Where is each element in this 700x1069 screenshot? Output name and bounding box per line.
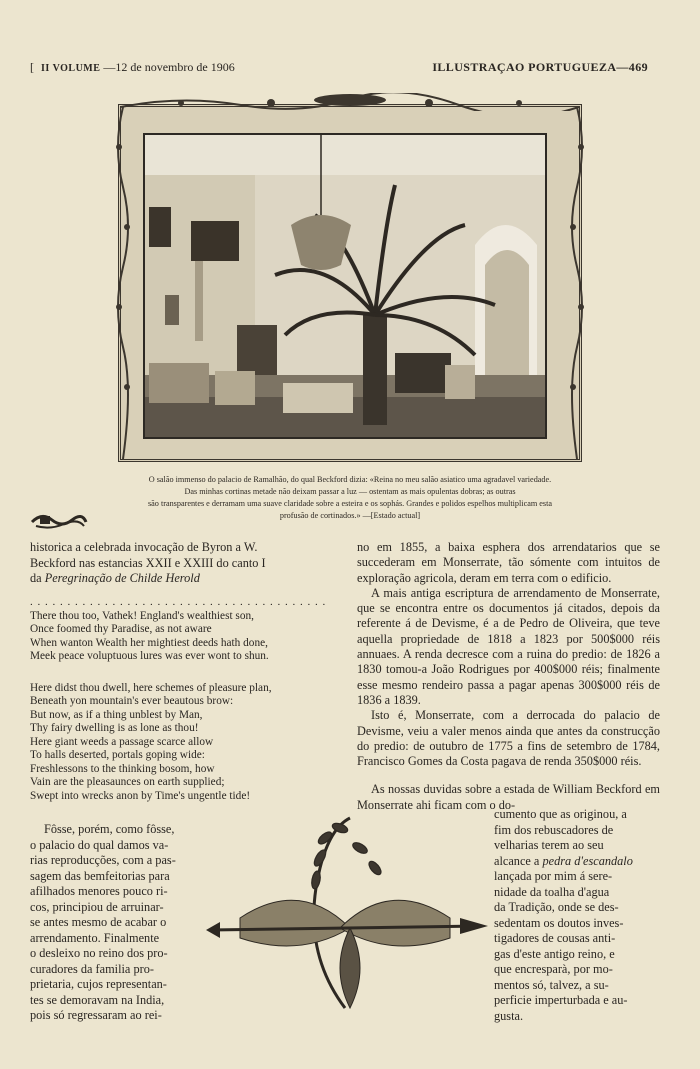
poem-title: Peregrinação de Childe Herold	[44, 571, 200, 585]
text-line: o palacio do qual damos va-	[30, 837, 169, 852]
text-line: rias reproducções, com a pas-	[30, 853, 176, 867]
verse-line: Here giant weeds a passage scarce allow	[30, 735, 214, 748]
left-narrow-paragraph	[30, 822, 200, 1024]
text-line: fim dos rebuscadores de	[494, 822, 614, 837]
right-column	[357, 540, 660, 769]
paragraph: A mais antiga escriptura de arrendamento de Monserrate, que se encontra entre os documentos já citados, depois da referente á de Devisme, é a de Pedro de Oliveira, que teve aquella propriedade de 1818 a 1823 por 500$000 réis annuaes. A renda decresce com a ruina do predio: de 1826 a 1830 tomou-a João Rodrigues por 400$000 réis; finalmente esse mesmo rendeiro passa a pagar apenas 300$000 réis de 1836 a 1839.	[357, 585, 660, 707]
verse-line: Once foomed thy Paradise, as not aware	[30, 623, 212, 635]
text-line: arrendamento. Finalmente	[30, 930, 160, 945]
ellipsis-separator: . . . . . . . . . . . . . . . . . . . . . . . . . . . . . . . . . . . . . . . .	[30, 596, 327, 608]
text-line: que encresparà, por mo-	[494, 962, 613, 976]
paragraph-lead: As nossas duvidas sobre a estada de William Beckford em Monserrate ahi ficam com o do-	[357, 782, 660, 812]
header-bracket: [	[30, 60, 34, 74]
verse-line: Freshlessons to the thinking bosom, how	[30, 762, 215, 775]
frame-right-vine-icon	[565, 107, 589, 459]
right-narrow-paragraph	[494, 807, 660, 1024]
intro-line-1: historica a celebrada invocação de Byron a W.	[30, 540, 258, 554]
palace-interior-photo-icon	[145, 135, 545, 437]
text-line: cos, principiou de arruinar-	[30, 899, 164, 914]
text-line: perficie imperturbada e au-	[494, 993, 628, 1007]
text-line: cumento que as originou, a	[494, 807, 627, 821]
verse-line: When wanton Wealth her mightiest deeds hath done,	[30, 636, 268, 649]
caption-line-4: profusão de cortinados.» —[Estado actual]	[279, 511, 421, 520]
photo-caption	[30, 474, 670, 522]
text-line: Fôsse, porém, como fôsse,	[44, 822, 175, 836]
paragraph: Isto é, Monserrate, com a derrocada do palacio de Devisme, veiu a valer menos ainda que antes da construcção do predio: de outubro de 1775 a fins de setembro de 1784, Francisco Gomes da Costa pagava de renda 350$000 réis.	[357, 708, 660, 769]
engraver-signature-icon	[30, 510, 88, 532]
palace-salon-photo	[143, 133, 547, 439]
text-line: afilhados menores pouco ri-	[30, 884, 168, 898]
verse-line: Vain are the pleasaunces on earth supplied;	[30, 776, 225, 788]
intro-line-3: da Peregrinação de Childe Herold	[30, 571, 200, 585]
verse-line: Here didst thou dwell, here schemes of pleasure plan,	[30, 681, 272, 694]
left-column	[30, 540, 336, 803]
text-line: gusta.	[494, 1008, 524, 1023]
caption-line-3: são transparentes e derramam uma suave claridade sobre a esteira e os sophás. Grandes e polidos espelhos multiplicam esta	[147, 499, 552, 508]
text-line: tigadores de cousas anti-	[494, 931, 616, 945]
verse-line: Swept into wrecks anon by Time's ungentle tide!	[30, 789, 251, 802]
verse-line: There thou too, Vathek! England's wealthiest son,	[30, 609, 254, 622]
text-line: nidade da toalha d'agua	[494, 884, 610, 899]
text-line: tes se demoravam na India,	[30, 992, 165, 1007]
caption-line-2: Das minhas cortinas metade não deixam passar a luz — ostentam as mais opulentas dobras; as outras	[184, 487, 516, 496]
italic-phrase: pedra d'escandalo	[542, 853, 633, 868]
header-volume-date	[30, 60, 235, 75]
header-volume: II VOLUME	[41, 63, 101, 74]
text-line: se antes mesmo de acabar o	[30, 915, 167, 929]
text-line: pois só regressaram ao rei-	[30, 1008, 162, 1022]
text-line: da Tradição, onde se des-	[494, 900, 619, 914]
text-line: lançada por mim á sere-	[494, 869, 613, 883]
verse-line: Thy fairy dwelling is as lone as thou!	[30, 722, 199, 734]
byron-verse-1	[30, 610, 336, 664]
intro-line-2: Beckford nas estancias XXII e XXIII do canto I	[30, 555, 266, 570]
byron-verse-2	[30, 682, 336, 804]
laurel-wreath-emblem-icon	[200, 808, 490, 1020]
text-line: sedentam os doutos inves-	[494, 915, 624, 930]
frame-ornament-icon	[121, 93, 579, 111]
text-line: alcance a pedra d'escandalo	[494, 853, 633, 868]
text-line: prietaria, cujos representan-	[30, 977, 167, 991]
ornamental-photo-frame	[118, 104, 582, 462]
text-line: gas d'este antigo reino, e	[494, 946, 615, 961]
text-line: sagem das bemfeitorias para	[30, 868, 170, 883]
header-date: —12 de novembro de 1906	[103, 60, 235, 74]
verse-line: Meek peace voluptuous lures was ever wont to shun.	[30, 650, 269, 662]
text-line: curadores da familia pro-	[30, 961, 154, 976]
verse-line: To halls deserted, portals goping wide:	[30, 749, 205, 761]
verse-line: But now, as if a thing unblest by Man,	[30, 708, 203, 721]
verse-line: Beneath yon mountain's ever beautous brow:	[30, 695, 234, 707]
caption-line-1: O salão immenso do palacio de Ramalhão, do qual Beckford dizia: «Reina no meu salão asiatico uma agradavel variedade.	[148, 475, 552, 484]
header-title-page-number: ILLUSTRAÇAO PORTUGUEZA—469	[432, 60, 648, 74]
page-header	[30, 60, 648, 78]
text-line: mentos só, talvez, a su-	[494, 977, 609, 992]
paragraph: no em 1855, a baixa esphera dos arrendatarios que se succederam em Monserrate, tão sómente com intuitos de exploração agricola, deram em terra com o edificio.	[357, 540, 660, 585]
text-line: o desleixo no reino dos pro-	[30, 946, 168, 960]
frame-left-vine-icon	[111, 107, 135, 459]
text-line: velharias terem ao seu	[494, 838, 604, 852]
